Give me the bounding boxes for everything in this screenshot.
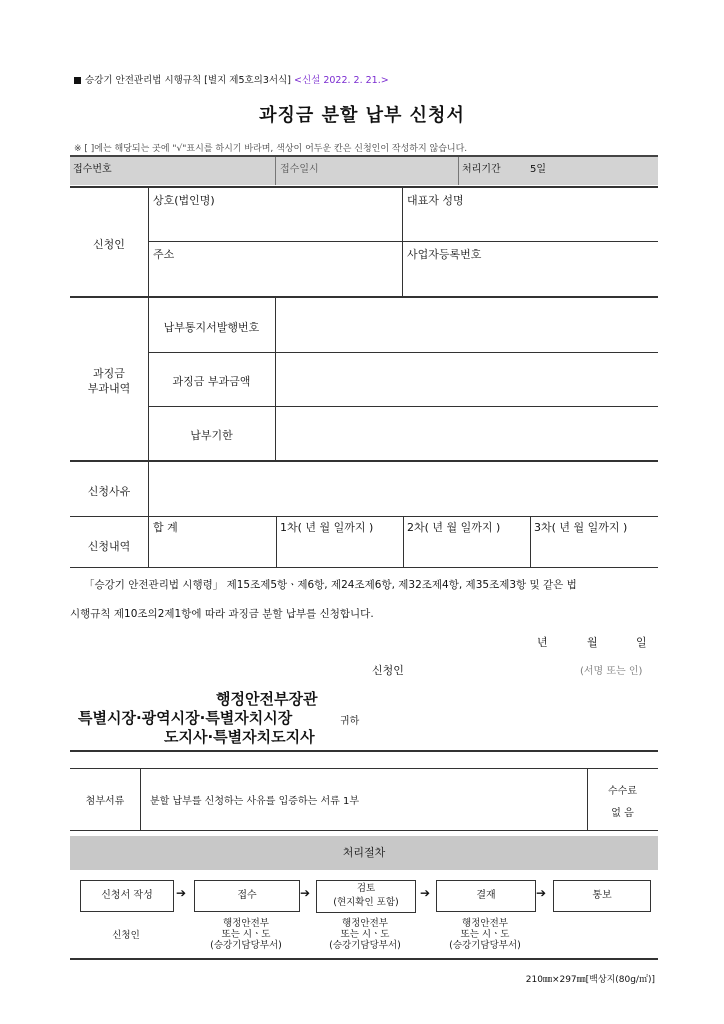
installment-1-label: 1차( 년 월 일까지 ) xyxy=(280,521,374,534)
installment-3-label: 3차( 년 월 일까지 ) xyxy=(534,521,628,534)
representative-name-label: 대표자 성명 xyxy=(407,194,464,207)
fee-value: 없 음 xyxy=(611,808,634,819)
arrow-right-icon: ➔ xyxy=(420,886,431,900)
penalty-section-label xyxy=(70,366,148,396)
step-review-box: 검토 (현지확인 포함) xyxy=(316,880,416,913)
form-reference-text: 승강기 안전관리법 시행규칙 [별지 제5호의3서식] xyxy=(85,75,291,86)
date-month: 월 xyxy=(587,636,598,649)
penalty-section-line2: 부과내역 xyxy=(87,382,131,395)
actor-applicant: 신청인 xyxy=(112,930,140,941)
date-year: 년 xyxy=(537,636,548,649)
recipient-line1: 행정안전부장관 xyxy=(216,690,318,708)
recipient-line3: 도지사·특별자치도지사 xyxy=(164,728,315,746)
attachments-content: 분할 납부를 신청하는 사유를 입증하는 서류 1부 xyxy=(150,796,359,807)
receipt-bar xyxy=(70,155,658,185)
procedure-title: 처리절차 xyxy=(70,836,658,870)
total-label: 합 계 xyxy=(153,521,178,534)
attachments-label: 첨부서류 xyxy=(85,796,125,807)
processing-period-label: 처리기간 xyxy=(462,164,501,175)
penalty-amount-label: 과징금 부과금액 xyxy=(172,375,251,388)
actor-review: 행정안전부 또는 시ㆍ도 (승강기담당부서) xyxy=(329,918,401,951)
business-number-label: 사업자등록번호 xyxy=(407,248,482,261)
processing-period-value: 5일 xyxy=(530,164,547,175)
receipt-date-label: 접수일시 xyxy=(280,164,319,175)
signature-hint: (서명 또는 인) xyxy=(580,666,643,677)
honorific: 귀하 xyxy=(340,716,360,727)
statement-line1: 「승강기 안전관리법 시행령」 제15조제5항ㆍ제6항, 제24조제6항, 제32조제4항, 제35조제3항 및 같은 법 xyxy=(84,579,577,591)
page-title: 과징금 분할 납부 신청서 xyxy=(259,105,465,126)
applicant-section-label: 신청인 xyxy=(93,238,125,251)
step-notification-box: 통보 xyxy=(553,880,651,912)
fee-label: 수수료 xyxy=(608,786,637,797)
arrow-right-icon: ➔ xyxy=(536,886,547,900)
payment-deadline-label: 납부기한 xyxy=(190,429,233,442)
square-bullet-icon xyxy=(74,77,81,84)
step-application-box: 신청서 작성 xyxy=(80,880,174,912)
date-day: 일 xyxy=(636,636,647,649)
recipient-line2: 특별시장·광역시장·특별자치시장 xyxy=(78,709,293,727)
reason-label: 신청사유 xyxy=(87,485,131,498)
paper-spec: 210㎜×297㎜[백상지(80g/㎡)] xyxy=(525,975,655,985)
form-reference xyxy=(74,72,389,86)
actor-approval: 행정안전부 또는 시ㆍ도 (승강기담당부서) xyxy=(449,918,521,951)
arrow-right-icon: ➔ xyxy=(300,886,311,900)
actor-receipt: 행정안전부 또는 시ㆍ도 (승강기담당부서) xyxy=(210,918,282,951)
address-label: 주소 xyxy=(153,248,175,261)
installment-2-label: 2차( 년 월 일까지 ) xyxy=(407,521,501,534)
step-approval-box: 결재 xyxy=(436,880,536,912)
detail-label: 신청내역 xyxy=(87,540,131,553)
instruction-note: ※ [ ]에는 해당되는 곳에 "√"표시를 하시기 바라며, 색상이 어두운 칸은 신청인이 작성하지 않습니다. xyxy=(74,144,468,154)
receipt-number-label: 접수번호 xyxy=(73,164,112,175)
step-receipt-box: 접수 xyxy=(194,880,300,912)
revision-note: <신설 2022. 2. 21.> xyxy=(293,75,389,86)
company-name-label: 상호(법인명) xyxy=(153,194,215,207)
penalty-section-line1: 과징금 xyxy=(93,367,125,380)
arrow-right-icon: ➔ xyxy=(176,886,187,900)
notice-number-label: 납부통지서발행번호 xyxy=(163,321,260,334)
statement-line2: 시행규칙 제10조의2제1항에 따라 과징금 분할 납부를 신청합니다. xyxy=(70,608,374,620)
signature-applicant-label: 신청인 xyxy=(372,664,404,677)
